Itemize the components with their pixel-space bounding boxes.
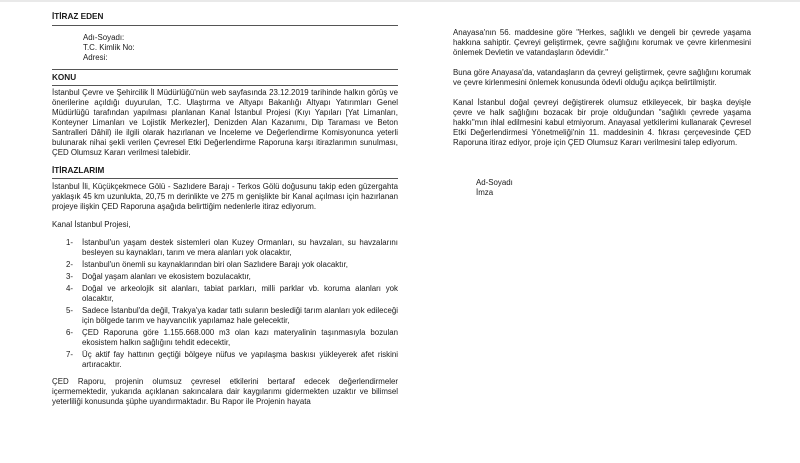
list-item: 6- ÇED Raporuna göre 1.155.668.000 m3 olan kazı materyalinin taşınmasıyla bozulan ekosistem halkın sağlığını tehdit edecektir, xyxy=(66,328,398,347)
objector-title: İTİRAZ EDEN xyxy=(52,12,104,21)
list-item: 5- Sadece İstanbul'da değil, Trakya'ya kadar tatlı suların beslediği tarım alanları yok edileceği için bölgede tarım ve hayvancılık yapılamaz hale gelecektir, xyxy=(66,306,398,325)
objector-fields xyxy=(52,33,398,63)
field-name: Adı-Soyadı: xyxy=(83,33,125,42)
list-item: 4- Doğal ve arkeolojik sit alanları, tabiat parkları, milli parklar vb. koruma alanları yok olacaktır, xyxy=(66,284,398,303)
right-paragraph-3: Kanal İstanbul doğal çevreyi değiştirerek olumsuz etkileyecek, bir başka deyişle çevre ve halk sağlığını bozacak bir proje olduğundan "sağlıklı çevrede yaşama hakkı"mın ihlal edilmesini kabul etmiyorum. Anayasal yetkilerimi kullanarak Çevresel Etki Değerlendirmesi Yönetmeliği'nin 11. maddesinin 4. fıkrası çerçevesinde ÇED Raporuna itiraz ediyor, proje için ÇED Olumsuz Kararı verilmesini talep ediyorum. xyxy=(453,98,751,147)
closing-text: ÇED Raporu, projenin olumsuz çevresel etkilerini bertaraf edecek değerlendirmeler içermemektedir, yukarıda açıklanan sakıncalara dair kaygılarımı gidermekten uzaktır ve bilimsel yeterliliği konusunda şüphe uyandırmaktadır. Bu Rapor ile Projenin hayata xyxy=(52,377,398,406)
list-item: 1- İstanbul'un yaşam destek sistemleri olan Kuzey Ormanları, su havzaları, su havzalarını besleyen su kaynakları, tarım ve mera alanları yok olacaktır, xyxy=(66,238,398,257)
right-column xyxy=(453,0,751,198)
list-item: 7- Üç aktif fay hattının geçtiği bölgeye nüfus ve yapılaşma baskısı yükleyerek afet riskini artıracaktır. xyxy=(66,350,398,369)
right-paragraph-2: Buna göre Anayasa'da, vatandaşların da çevreyi geliştirmek, çevre sağlığını korumak ve çevre kirlenmesini önlemek konusunda ödevli olduğu açıkça belirtilmiştir. xyxy=(453,68,751,87)
itirazlarim-rule xyxy=(52,178,398,179)
list-item: 2- İstanbul'un önemli su kaynaklarından biri olan Sazlıdere Barajı yok olacaktır, xyxy=(66,260,348,269)
field-address: Adresi: xyxy=(83,53,108,62)
itirazlarim-heading: İTİRAZLARIM xyxy=(52,166,105,175)
field-tc-id: T.C. Kimlik No: xyxy=(83,43,135,52)
list-item: 3- Doğal yaşam alanları ve ekosistem bozulacaktır, xyxy=(66,272,251,281)
objection-list xyxy=(66,238,398,370)
fields-rule xyxy=(52,69,398,70)
konu-text: İstanbul Çevre ve Şehircilik İl Müdürlüğü'nün web sayfasında 23.12.2019 tarihinde halkın görüş ve önerilerine açıldığı duyurulan, T.C. Ulaştırma ve Altyapı Bakanlığı Altyapı Yatırımları Genel Müdürlüğü tarafından yapılması planlanan Kanal İstanbul Projesi (Kıyı Yapıları [Yat Limanları, Konteyner Limanları ve Lojistik Merkezler], Denizden Alan Kazanımı, Dip Taraması ve Beton Santralleri Dâhil) ile ilgili olarak hazırlanan ve İnceleme ve Değerlendirme Komisyonunca yeterli bulunarak nihai şekli verilen Çevresel Etki Değerlendirme Raporuna karşı itirazlarımın sunulması, ÇED Olumsuz Kararı verilmesi talebidir. xyxy=(52,88,398,157)
list-intro: Kanal İstanbul Projesi, xyxy=(52,220,131,229)
signature-label: İmza xyxy=(476,188,494,197)
konu-heading: KONU xyxy=(52,73,77,82)
left-column xyxy=(52,0,398,407)
konu-rule xyxy=(52,85,398,86)
itiraz-text: İstanbul İli, Küçükçekmece Gölü - Sazlıdere Barajı - Terkos Gölü doğusunu takip eden güzergahta yaklaşık 45 km uzunlukta, 20,75 m derinlikte ve 275 m genişlikte bir Kanal açılması için hazırlanan projeye ilişkin ÇED Raporuna aşağıda belirttiğim nedenlerle itiraz ediyorum. xyxy=(52,182,398,211)
signature-name: Ad-Soyadı xyxy=(476,178,513,187)
signature-block xyxy=(453,178,751,198)
title-rule xyxy=(52,25,398,26)
right-paragraph-1: Anayasa'nın 56. maddesine göre "Herkes, sağlıklı ve dengeli bir çevrede yaşama hakkına sahiptir. Çevreyi geliştirmek, çevre sağlığını korumak ve çevre kirlenmesini önlemek Devletin ve vatandaşların ödevidir." xyxy=(453,28,751,57)
